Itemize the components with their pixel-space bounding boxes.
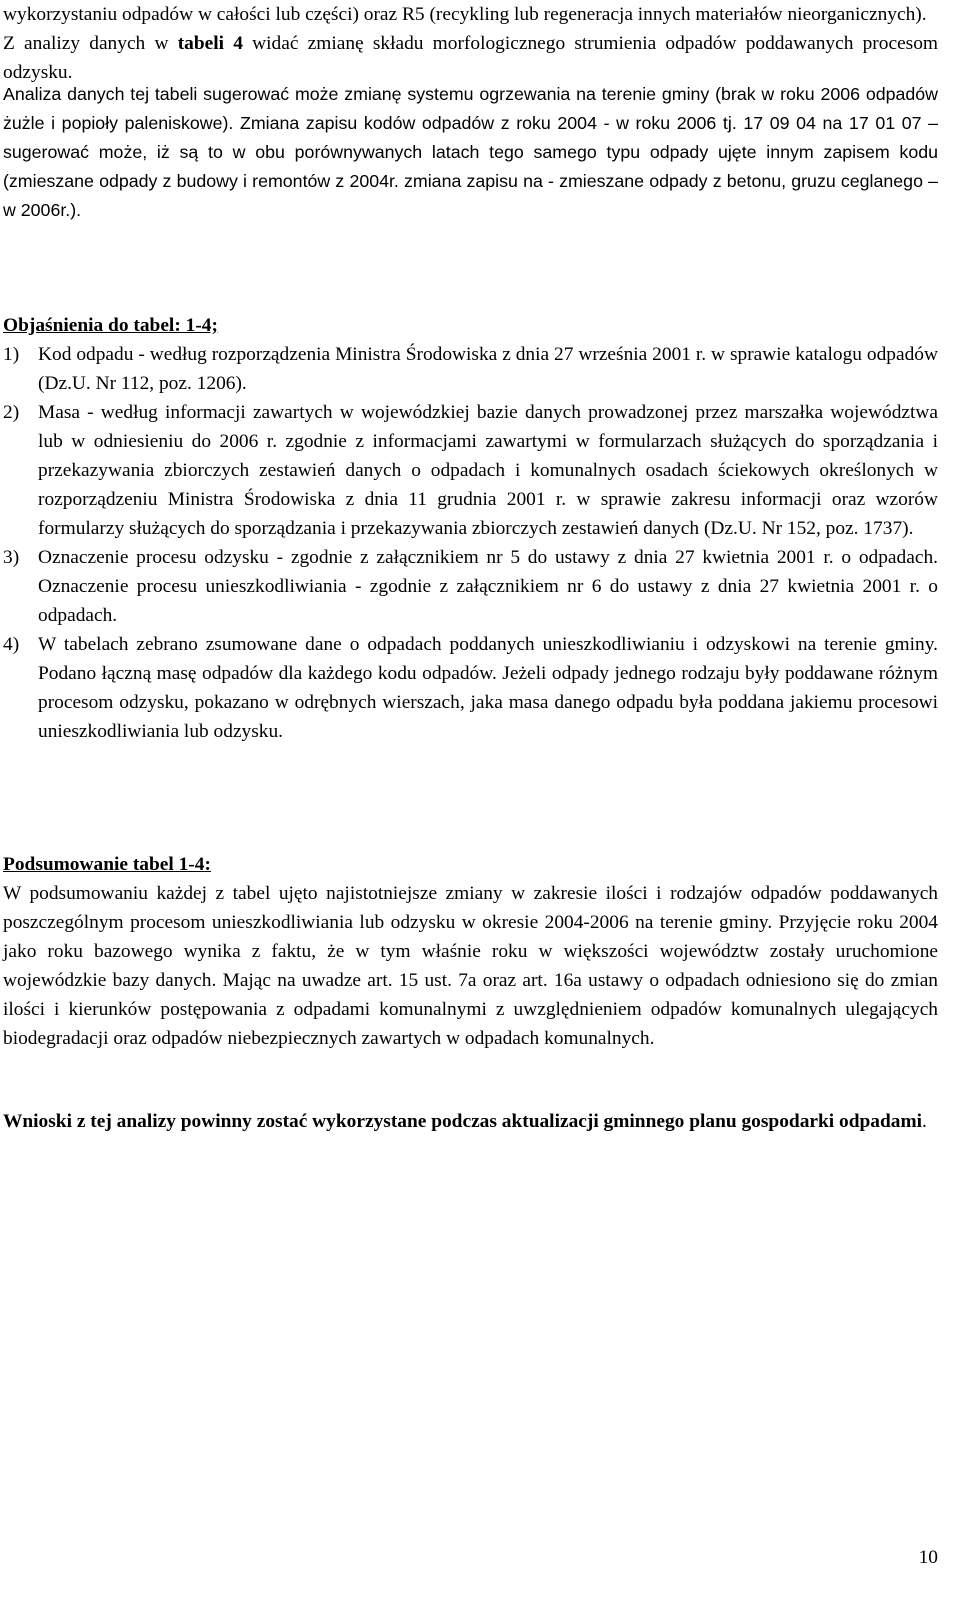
list-item	[3, 398, 938, 543]
list-item	[3, 340, 938, 398]
list-item-text: Masa - według informacji zawartych w wojewódzkiej bazie danych prowadzonej przez marszałka województwa lub w odniesieniu do 2006 r. zgodnie z informacjami zawartymi w formularzach służących do sporządzania i przekazywania zbiorczych zestawień danych o odpadach i komunalnych osadach ściekowych określonych w rozporządzeniu Ministra Środowiska z dnia 11 grudnia 2001 r. w sprawie zakresu informacji oraz wzorów formularzy służących do sporządzania i przekazywania zbiorczych zestawień danych (Dz.U. Nr 152, poz. 1737).	[38, 402, 938, 539]
page-number: 10	[918, 1547, 938, 1568]
list-item	[3, 543, 938, 630]
conclusion-period: .	[922, 1111, 927, 1132]
intro-paragraph-continued	[3, 0, 938, 87]
conclusion-paragraph	[3, 1107, 938, 1136]
intro-first-text: wykorzystaniu odpadów w całości lub części) oraz R5 (recykling lub regeneracja innych materiałów nieorganicznych).	[3, 4, 927, 25]
list-item	[3, 630, 938, 746]
list-item-number: 4)	[3, 634, 20, 655]
list-item-text: Kod odpadu - według rozporządzenia Ministra Środowiska z dnia 27 września 2001 r. w sprawie katalogu odpadów (Dz.U. Nr 112, poz. 1206).	[38, 344, 938, 394]
list-item-text: Oznaczenie procesu odzysku - zgodnie z załącznikiem nr 5 do ustawy z dnia 27 kwietnia 2001 r. o odpadach. Oznaczenie procesu unieszkodliwiania - zgodnie z załącznikiem nr 6 do ustawy z dnia 27 kwietnia 2001 r. o odpadach.	[38, 547, 938, 626]
list-item-number: 2)	[3, 402, 20, 423]
list-item-number: 1)	[3, 344, 20, 365]
conclusion-text: Wnioski z tej analizy powinny zostać wykorzystane podczas aktualizacji gminnego planu gospodarki odpadami	[3, 1111, 922, 1132]
summary-paragraph: W podsumowaniu każdej z tabel ujęto najistotniejsze zmiany w zakresie ilości i rodzajów odpadów poddawanych poszczególnym procesom unieszkodliwiania lub odzysku w okresie 2004-2006 na terenie gminy. Przyjęcie roku 2004 jako roku bazowego wynika z faktu, że w tym właśnie roku w większości województw zostały uruchomione wojewódzkie bazy danych. Mając na uwadze art. 15 ust. 7a oraz art. 16a ustawy o odpadach odniesiono się do zmian ilości i kierunków postępowania z odpadami komunalnymi z uwzględnieniem odpadów komunalnych ulegających biodegradacji oraz odpadów niebezpiecznych zawartych w odpadach komunalnych.	[3, 883, 938, 1049]
summary-heading: Podsumowanie tabel 1-4:	[3, 854, 211, 875]
intro-second-after: widać zmianę składu morfologicznego strumienia odpadów poddawanych procesom odzysku.	[3, 33, 938, 83]
intro-second-before: Z analizy danych w	[3, 33, 178, 54]
list-item-text: W tabelach zebrano zsumowane dane o odpadach poddanych unieszkodliwianiu i odzyskowi na terenie gminy. Podano łączną masę odpadów dla każdego kodu odpadów. Jeżeli odpady jednego rodzaju były poddawane różnym procesom odzysku, pokazano w odrębnych wierszach, jaka masa danego odpadu była poddana jakiemu procesowi unieszkodliwiania lub odzysku.	[38, 634, 938, 742]
list-item-number: 3)	[3, 547, 20, 568]
table-reference: tabeli 4	[177, 33, 243, 54]
explanations-list	[3, 340, 938, 746]
analysis-paragraph: Analiza danych tej tabeli sugerować może zmianę systemu ogrzewania na terenie gminy (brak w roku 2006 odpadów żużle i popioły paleniskowe). Zmiana zapisu kodów odpadów z roku 2004 - w roku 2006 tj. 17 09 04 na 17 01 07 – sugerować może, iż są to w obu porównywanych latach tego samego typu odpady ujęte innym zapisem kodu (zmieszane odpady z budowy i remontów z 2004r. zmiana zapisu na - zmieszane odpady z betonu, gruzu ceglanego – w 2006r.).	[3, 84, 938, 220]
explanations-heading: Objaśnienia do tabel: 1-4;	[3, 315, 218, 336]
